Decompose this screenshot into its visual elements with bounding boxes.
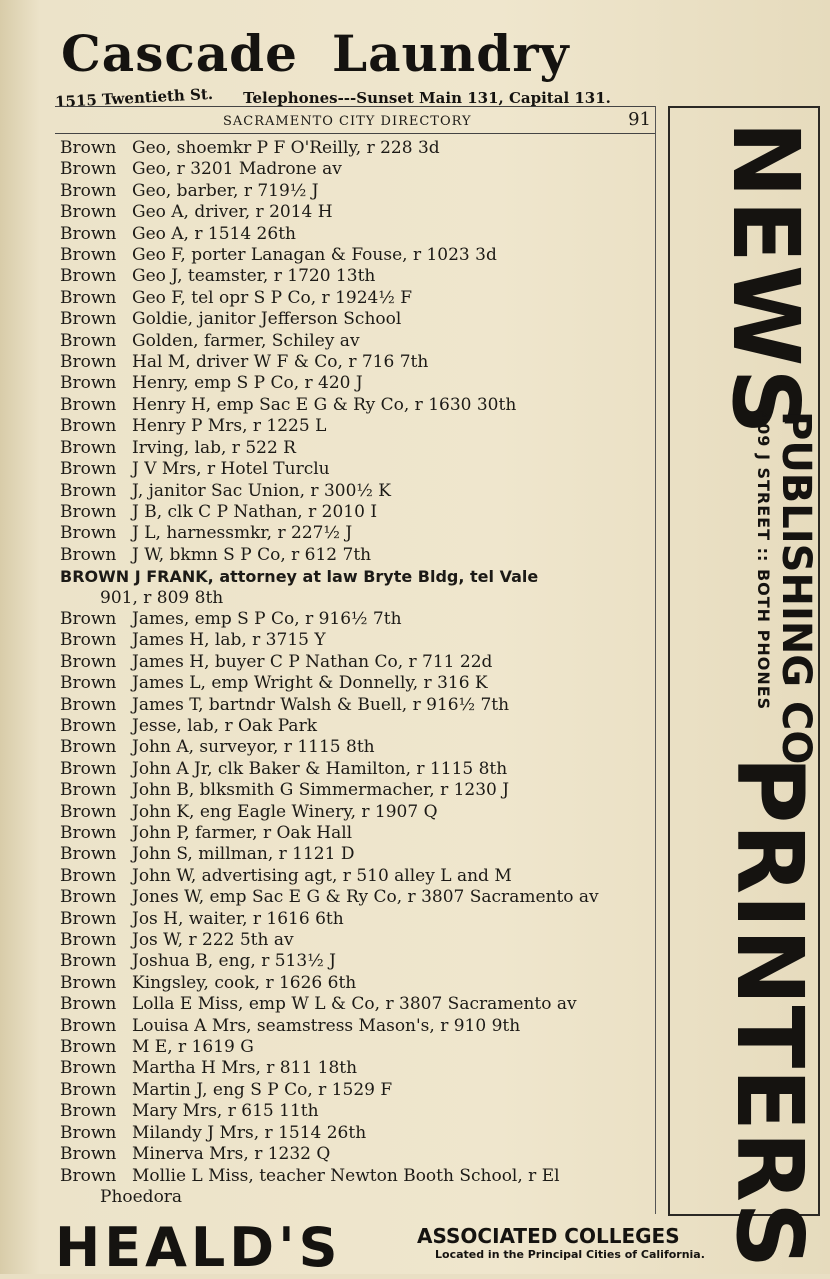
entry-text: Mollie L Miss, teacher Newton Booth School, r El bbox=[132, 1165, 560, 1186]
ad-title-left: Cascade bbox=[61, 24, 298, 83]
entry-text: Kingsley, cook, r 1626 6th bbox=[132, 972, 357, 993]
entry-text: Mary Mrs, r 615 11th bbox=[132, 1101, 319, 1122]
list-item bbox=[60, 309, 660, 330]
entry-surname: Brown bbox=[60, 266, 117, 287]
entry-surname: Brown bbox=[60, 245, 117, 266]
entry-text: Golden, farmer, Schiley av bbox=[132, 330, 360, 351]
entry-text: Henry H, emp Sac E G & Ry Co, r 1630 30th bbox=[132, 394, 517, 415]
bottom-ad-colleges: ASSOCIATED COLLEGES bbox=[417, 1224, 680, 1248]
ad-title-right: Laundry bbox=[331, 24, 570, 83]
entry-text: Jos H, waiter, r 1616 6th bbox=[132, 908, 344, 929]
list-item bbox=[60, 181, 660, 202]
entry-surname: Brown bbox=[60, 437, 117, 458]
side-ad-publishing: PUBLISHING CO. bbox=[773, 411, 819, 779]
entry-surname: Brown bbox=[60, 908, 117, 929]
list-item bbox=[60, 695, 660, 716]
entry-text: Lolla E Miss, emp W L & Co, r 3807 Sacramento av bbox=[132, 994, 577, 1015]
list-item bbox=[60, 224, 660, 245]
entry-text: Geo, r 3201 Madrone av bbox=[132, 159, 342, 180]
entry-text: Geo F, tel opr S P Co, r 1924½ F bbox=[132, 287, 413, 308]
entry-text: James T, bartndr Walsh & Buell, r 916½ 7th bbox=[132, 694, 510, 715]
entry-text: Geo A, r 1514 26th bbox=[132, 223, 296, 244]
entry-surname: Brown bbox=[60, 1015, 117, 1036]
ad-telephones: Telephones---Sunset Main 131, Capital 131. bbox=[243, 89, 611, 107]
entry-text: Jos W, r 222 5th av bbox=[132, 930, 294, 951]
entry-surname: Brown bbox=[60, 930, 117, 951]
entry-text: Joshua B, eng, r 513½ J bbox=[132, 951, 336, 972]
entry-text: John W, advertising agt, r 510 alley L and M bbox=[132, 865, 512, 886]
list-item bbox=[60, 459, 660, 480]
list-item bbox=[60, 159, 660, 180]
entry-text: J V Mrs, r Hotel Turclu bbox=[132, 459, 330, 480]
entry-surname: Brown bbox=[60, 801, 117, 822]
ad-title bbox=[61, 24, 604, 83]
bottom-ad-located: Located in the Principal Cities of California. bbox=[435, 1248, 705, 1261]
entry-surname: Brown bbox=[60, 330, 117, 351]
entry-surname: Brown bbox=[60, 223, 117, 244]
entry-text: Geo, barber, r 719½ J bbox=[132, 180, 319, 201]
running-header bbox=[55, 106, 655, 134]
entry-surname: Brown bbox=[60, 758, 117, 779]
entry-surname: Brown bbox=[60, 1165, 117, 1186]
entry-surname: Brown bbox=[60, 972, 117, 993]
entry-text: Martha H Mrs, r 811 18th bbox=[132, 1058, 358, 1079]
list-item bbox=[60, 1144, 660, 1165]
entry-surname: Brown bbox=[60, 138, 117, 158]
entry-text: 901, r 809 8th bbox=[100, 587, 224, 608]
list-item bbox=[60, 973, 660, 994]
entry-text: Geo, shoemkr P F O'Reilly, r 228 3d bbox=[132, 138, 440, 158]
entry-text: BROWN J FRANK, attorney at law Bryte Bldg, tel Vale bbox=[60, 567, 539, 587]
directory-listing bbox=[60, 138, 660, 1208]
entry-text: Geo J, teamster, r 1720 13th bbox=[132, 266, 376, 287]
list-item bbox=[60, 866, 660, 887]
list-item bbox=[60, 887, 660, 908]
list-item bbox=[60, 994, 660, 1015]
entry-surname: Brown bbox=[60, 651, 117, 672]
side-ad-printers: PRINTERS bbox=[716, 756, 823, 1269]
list-item bbox=[60, 1016, 660, 1037]
entry-surname: Brown bbox=[60, 737, 117, 758]
list-item bbox=[60, 716, 660, 737]
list-item bbox=[60, 759, 660, 780]
entry-text: James H, buyer C P Nathan Co, r 711 22d bbox=[132, 651, 493, 672]
side-ad-news: NEWS bbox=[712, 121, 819, 437]
entry-surname: Brown bbox=[60, 394, 117, 415]
directory-title: SACRAMENTO CITY DIRECTORY bbox=[223, 114, 472, 129]
entry-text: Jones W, emp Sac E G & Ry Co, r 3807 Sacramento av bbox=[132, 887, 599, 908]
entry-surname: Brown bbox=[60, 694, 117, 715]
entry-surname: Brown bbox=[60, 823, 117, 843]
entry-text: James, emp S P Co, r 916½ 7th bbox=[132, 608, 402, 629]
list-item bbox=[60, 266, 660, 287]
entry-text: Geo A, driver, r 2014 H bbox=[132, 202, 333, 223]
entry-text: J, janitor Sac Union, r 300½ K bbox=[132, 480, 391, 501]
entry-surname: Brown bbox=[60, 1058, 117, 1079]
page-number: 91 bbox=[628, 109, 651, 130]
list-item bbox=[60, 352, 660, 373]
list-item bbox=[60, 951, 660, 972]
entry-text: Phoedora bbox=[100, 1186, 183, 1207]
list-item bbox=[60, 331, 660, 352]
entry-surname: Brown bbox=[60, 1037, 117, 1058]
entry-surname: Brown bbox=[60, 994, 117, 1015]
list-item bbox=[60, 502, 660, 523]
list-item bbox=[60, 545, 660, 566]
list-item bbox=[60, 523, 660, 544]
list-item bbox=[60, 202, 660, 223]
entry-surname: Brown bbox=[60, 309, 117, 330]
side-ad-street: 409 J STREET :: BOTH PHONES bbox=[754, 411, 773, 711]
list-item bbox=[60, 844, 660, 865]
entry-surname: Brown bbox=[60, 180, 117, 201]
entry-surname: Brown bbox=[60, 715, 117, 736]
entry-text: Geo F, porter Lanagan & Fouse, r 1023 3d bbox=[132, 245, 497, 266]
list-item bbox=[60, 588, 660, 609]
entry-surname: Brown bbox=[60, 416, 117, 437]
list-item bbox=[60, 1058, 660, 1079]
entry-text: J B, clk C P Nathan, r 2010 I bbox=[132, 501, 378, 522]
list-item bbox=[60, 737, 660, 758]
bottom-ad-heald: HEALD'S bbox=[55, 1216, 342, 1279]
column-divider bbox=[655, 106, 656, 1214]
entry-text: Henry, emp S P Co, r 420 J bbox=[132, 373, 363, 394]
entry-surname: Brown bbox=[60, 865, 117, 886]
entry-text: Milandy J Mrs, r 1514 26th bbox=[132, 1122, 367, 1143]
entry-surname: Brown bbox=[60, 373, 117, 394]
list-item bbox=[60, 288, 660, 309]
list-item bbox=[60, 1123, 660, 1144]
list-item bbox=[60, 481, 660, 502]
list-item bbox=[60, 930, 660, 951]
entry-surname: Brown bbox=[60, 1101, 117, 1122]
healds-colleges-ad bbox=[55, 1214, 705, 1279]
entry-text: Minerva Mrs, r 1232 Q bbox=[132, 1144, 331, 1165]
entry-text: James H, lab, r 3715 Y bbox=[132, 630, 326, 651]
list-item bbox=[60, 245, 660, 266]
list-item bbox=[60, 1101, 660, 1122]
entry-text: Hal M, driver W F & Co, r 716 7th bbox=[132, 352, 429, 373]
entry-text: John A, surveyor, r 1115 8th bbox=[132, 737, 375, 758]
cascade-laundry-ad bbox=[55, 18, 655, 118]
entry-text: Martin J, eng S P Co, r 1529 F bbox=[132, 1079, 393, 1100]
entry-surname: Brown bbox=[60, 630, 117, 651]
entry-surname: Brown bbox=[60, 159, 117, 180]
list-item bbox=[60, 1187, 660, 1208]
list-item bbox=[60, 1080, 660, 1101]
list-item bbox=[60, 438, 660, 459]
list-item bbox=[60, 652, 660, 673]
entry-surname: Brown bbox=[60, 844, 117, 865]
entry-text: James L, emp Wright & Donnelly, r 316 K bbox=[132, 673, 488, 694]
entry-text: John B, blksmith G Simmermacher, r 1230 J bbox=[132, 780, 510, 801]
entry-text: Irving, lab, r 522 R bbox=[132, 437, 296, 458]
entry-surname: Brown bbox=[60, 673, 117, 694]
ad-subline bbox=[54, 84, 611, 112]
entry-surname: Brown bbox=[60, 523, 117, 544]
entry-surname: Brown bbox=[60, 1122, 117, 1143]
list-item bbox=[60, 1037, 660, 1058]
entry-text: Henry P Mrs, r 1225 L bbox=[132, 416, 327, 437]
list-item bbox=[60, 780, 660, 801]
list-item bbox=[60, 630, 660, 651]
entry-surname: Brown bbox=[60, 951, 117, 972]
news-publishing-ad bbox=[668, 106, 823, 1269]
entry-text: John A Jr, clk Baker & Hamilton, r 1115 8th bbox=[132, 758, 508, 779]
entry-text: Jesse, lab, r Oak Park bbox=[132, 715, 317, 736]
list-item bbox=[60, 416, 660, 437]
entry-text: J L, harnessmkr, r 227½ J bbox=[132, 523, 353, 544]
side-ad-rotated bbox=[669, 121, 823, 1269]
list-item bbox=[60, 823, 660, 844]
list-item bbox=[60, 395, 660, 416]
entry-surname: Brown bbox=[60, 352, 117, 373]
entry-text: Goldie, janitor Jefferson School bbox=[132, 309, 402, 330]
list-item bbox=[60, 802, 660, 823]
entry-surname: Brown bbox=[60, 887, 117, 908]
list-item bbox=[60, 566, 660, 587]
entry-surname: Brown bbox=[60, 459, 117, 480]
entry-surname: Brown bbox=[60, 202, 117, 223]
ad-address: 1515 Twentieth St. bbox=[54, 84, 214, 112]
entry-text: John S, millman, r 1121 D bbox=[132, 844, 355, 865]
entry-surname: Brown bbox=[60, 480, 117, 501]
entry-text: John K, eng Eagle Winery, r 1907 Q bbox=[132, 801, 438, 822]
entry-surname: Brown bbox=[60, 544, 117, 565]
list-item bbox=[60, 138, 660, 159]
list-item bbox=[60, 1166, 660, 1187]
list-item bbox=[60, 373, 660, 394]
entry-surname: Brown bbox=[60, 1144, 117, 1165]
entry-text: John P, farmer, r Oak Hall bbox=[132, 823, 353, 843]
list-item bbox=[60, 909, 660, 930]
list-item bbox=[60, 609, 660, 630]
list-item bbox=[60, 673, 660, 694]
entry-surname: Brown bbox=[60, 608, 117, 629]
entry-text: Louisa A Mrs, seamstress Mason's, r 910 9th bbox=[132, 1015, 521, 1036]
entry-surname: Brown bbox=[60, 1079, 117, 1100]
entry-surname: Brown bbox=[60, 287, 117, 308]
entry-text: M E, r 1619 G bbox=[132, 1037, 254, 1058]
entry-text: J W, bkmn S P Co, r 612 7th bbox=[132, 544, 372, 565]
entry-surname: Brown bbox=[60, 780, 117, 801]
entry-surname: Brown bbox=[60, 501, 117, 522]
